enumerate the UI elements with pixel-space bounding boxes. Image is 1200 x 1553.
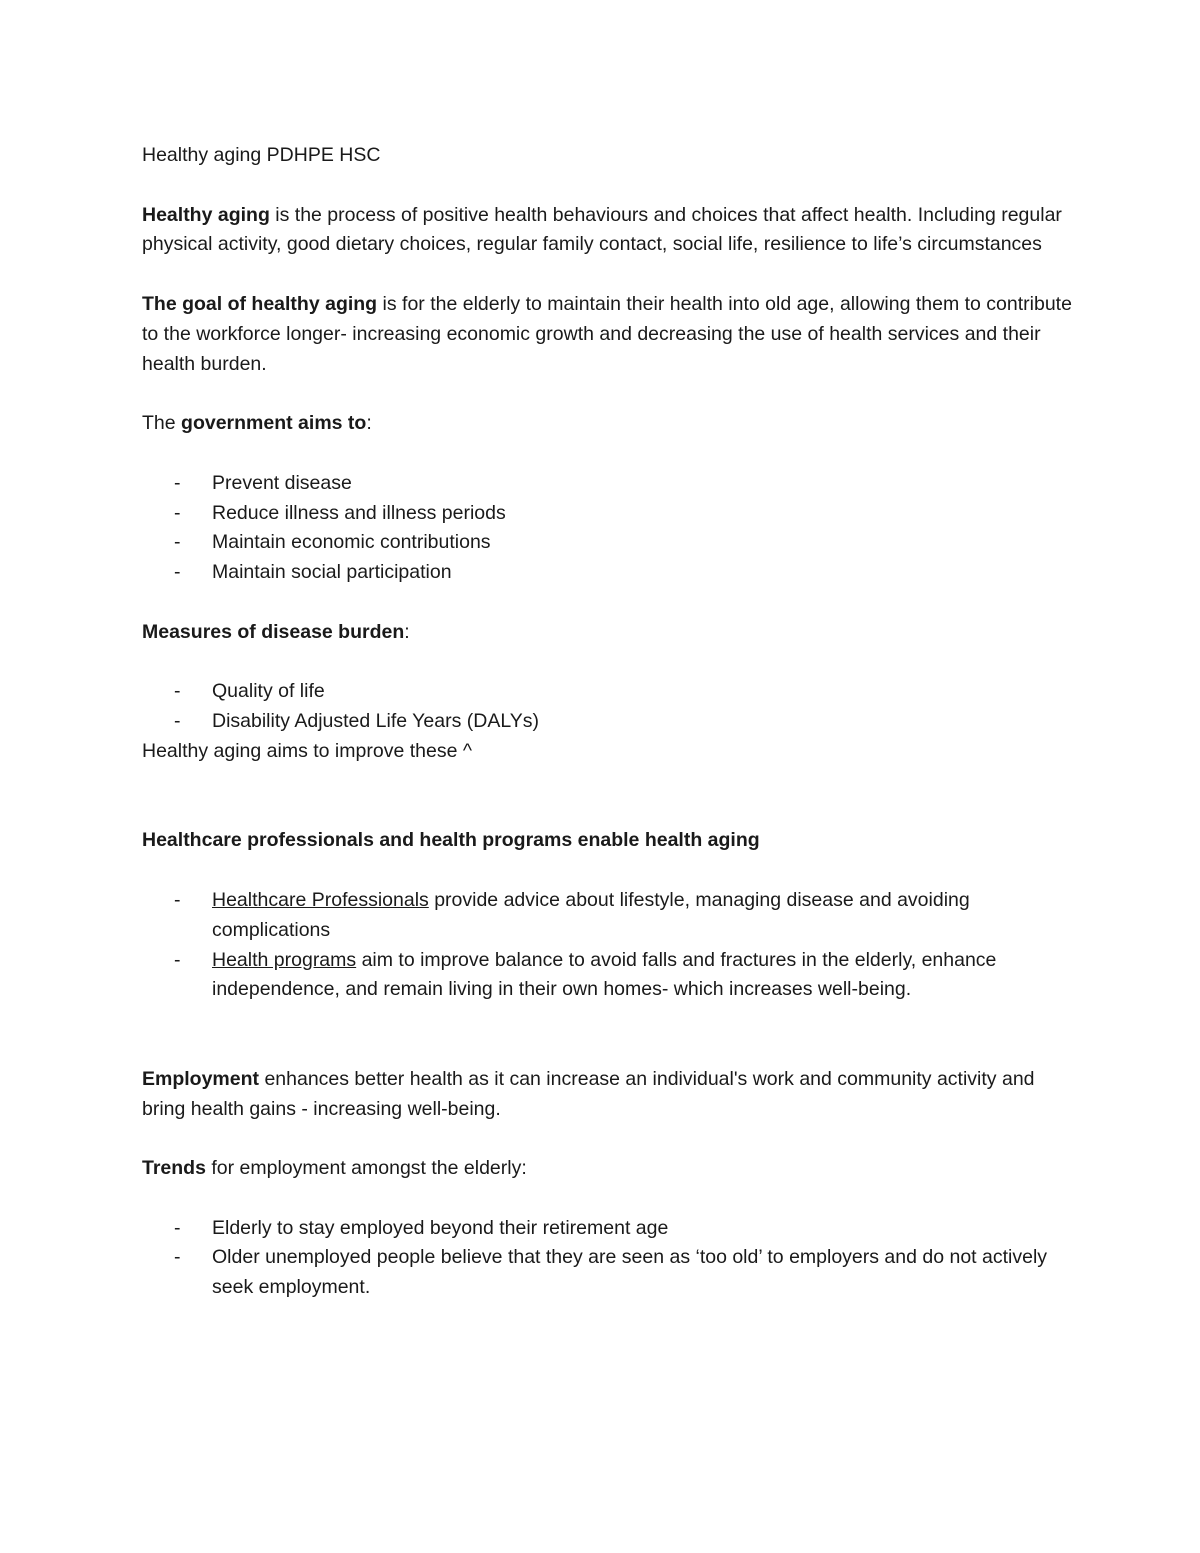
list-item: - Maintain economic contributions xyxy=(212,528,1072,558)
list-item-text: aim to improve balance to avoid falls and fractures in the elderly, enhance independence, and remain living in their own homes- which increases well-being. xyxy=(212,948,997,1001)
underlined-term: Health programs xyxy=(212,948,357,971)
list-item: - Elderly to stay employed beyond their retirement age xyxy=(212,1214,1072,1244)
bold-term: government aims to xyxy=(181,412,367,435)
list-item xyxy=(212,946,1072,1006)
bold-term: Employment xyxy=(142,1067,260,1090)
heading-prefix: The xyxy=(142,412,182,435)
list-item xyxy=(212,886,1072,946)
government-aims-heading xyxy=(142,409,1072,439)
paragraph-text: for employment amongst the elderly: xyxy=(205,1157,527,1180)
document-page xyxy=(142,141,1072,1303)
trends-list xyxy=(142,1214,1072,1303)
list-item: - Prevent disease xyxy=(212,469,1072,499)
bold-term: Measures of disease burden xyxy=(142,620,405,643)
underlined-term: Healthcare Professionals xyxy=(212,888,429,911)
list-item-text: provide advice about lifestyle, managing disease and avoiding complications xyxy=(212,888,970,941)
heading-suffix: : xyxy=(366,412,372,435)
heading-suffix: : xyxy=(404,620,410,643)
improve-note: Healthy aging aims to improve these ^ xyxy=(142,739,472,762)
section-heading xyxy=(142,826,1072,856)
paragraph-text: enhances better health as it can increase an individual's work and community activity and bring health gains - increasing well-being. xyxy=(142,1067,1035,1120)
list-item: - Maintain social participation xyxy=(212,558,1072,588)
bold-heading: Healthcare professionals and health programs enable health aging xyxy=(142,829,760,852)
enablers-list xyxy=(142,886,1072,1005)
measures-heading xyxy=(142,618,1072,648)
goal-paragraph xyxy=(142,290,1072,379)
government-aims-list xyxy=(142,469,1072,588)
trends-heading xyxy=(142,1154,1072,1184)
bold-term: Healthy aging xyxy=(142,203,270,226)
bold-term: The goal of healthy aging xyxy=(142,292,378,315)
list-item: - Disability Adjusted Life Years (DALYs) xyxy=(212,707,1072,737)
list-item: - Reduce illness and illness periods xyxy=(212,499,1072,529)
employment-paragraph xyxy=(142,1065,1072,1125)
list-item: - Quality of life xyxy=(212,677,1072,707)
definition-paragraph xyxy=(142,201,1072,261)
paragraph-text: is for the elderly to maintain their health into old age, allowing them to contribute to the workforce longer- increasing economic growth and decreasing the use of health services and their health burden. xyxy=(142,292,1072,375)
bold-term: Trends xyxy=(142,1157,206,1180)
measures-list xyxy=(142,677,1072,737)
paragraph-text: is the process of positive health behaviours and choices that affect health. Including regular physical activity, good dietary choices, regular family contact, social life, resilience to life’s circumstances xyxy=(142,203,1062,256)
list-item: - Older unemployed people believe that they are seen as ‘too old’ to employers and do not actively seek employment. xyxy=(212,1243,1072,1303)
document-title: Healthy aging PDHPE HSC xyxy=(142,144,381,166)
